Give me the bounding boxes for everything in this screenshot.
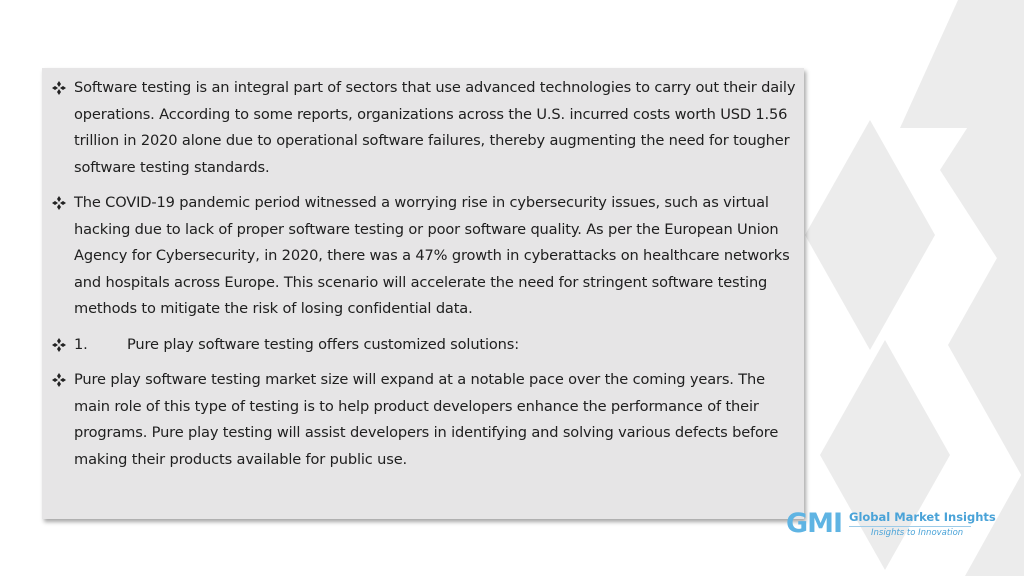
- content-box: [42, 68, 804, 519]
- four-diamond-bullet-icon: [52, 75, 74, 101]
- bullet-item: [52, 367, 796, 473]
- bullet-text-numbered: [74, 332, 519, 359]
- list-number: 1.: [74, 335, 88, 353]
- four-diamond-bullet-icon: [52, 367, 74, 393]
- four-diamond-bullet-icon: [52, 190, 74, 216]
- bullet-text: Pure play software testing market size will expand at a notable pace over the coming years. The main role of this type of testing is to help product developers enhance the performance of their programs. Pure play testing will assist developers in identifying and solving various defects before making their products available for public use.: [74, 371, 779, 468]
- logo-tagline: Insights to Innovation: [871, 528, 964, 538]
- diamond-shape-right-lower: [948, 210, 1024, 480]
- bullet-item: [52, 190, 796, 323]
- bullet-text: Software testing is an integral part of sectors that use advanced technologies to carry out their daily operations. According to some reports, organizations across the U.S. incurred costs worth USD 1.56 trillion in 2020 alone due to operational software failures, thereby augmenting the need for tougher software testing standards.: [74, 79, 796, 176]
- logo-divider: [849, 526, 971, 527]
- bullet-item: [52, 332, 796, 359]
- bullet-text: The COVID-19 pandemic period witnessed a worrying rise in cybersecurity issues, such as virtual hacking due to lack of proper software testing or poor software quality. As per the European Union Agency for Cybersecurity, in 2020, there was a 47% growth in cyberattacks on healthcare networks and hospitals across Europe. This scenario will accelerate the need for stringent software testing methods to mitigate the risk of losing confidential data.: [74, 194, 790, 317]
- company-logo: [786, 506, 996, 546]
- diamond-shape-mid: [805, 120, 935, 350]
- bullet-item: [52, 75, 796, 181]
- four-diamond-bullet-icon: [52, 332, 74, 358]
- logo-name: Global Market Insights: [849, 510, 996, 524]
- numbered-item-text: Pure play software testing offers customized solutions:: [127, 335, 519, 353]
- logo-mark: GMI: [786, 508, 843, 539]
